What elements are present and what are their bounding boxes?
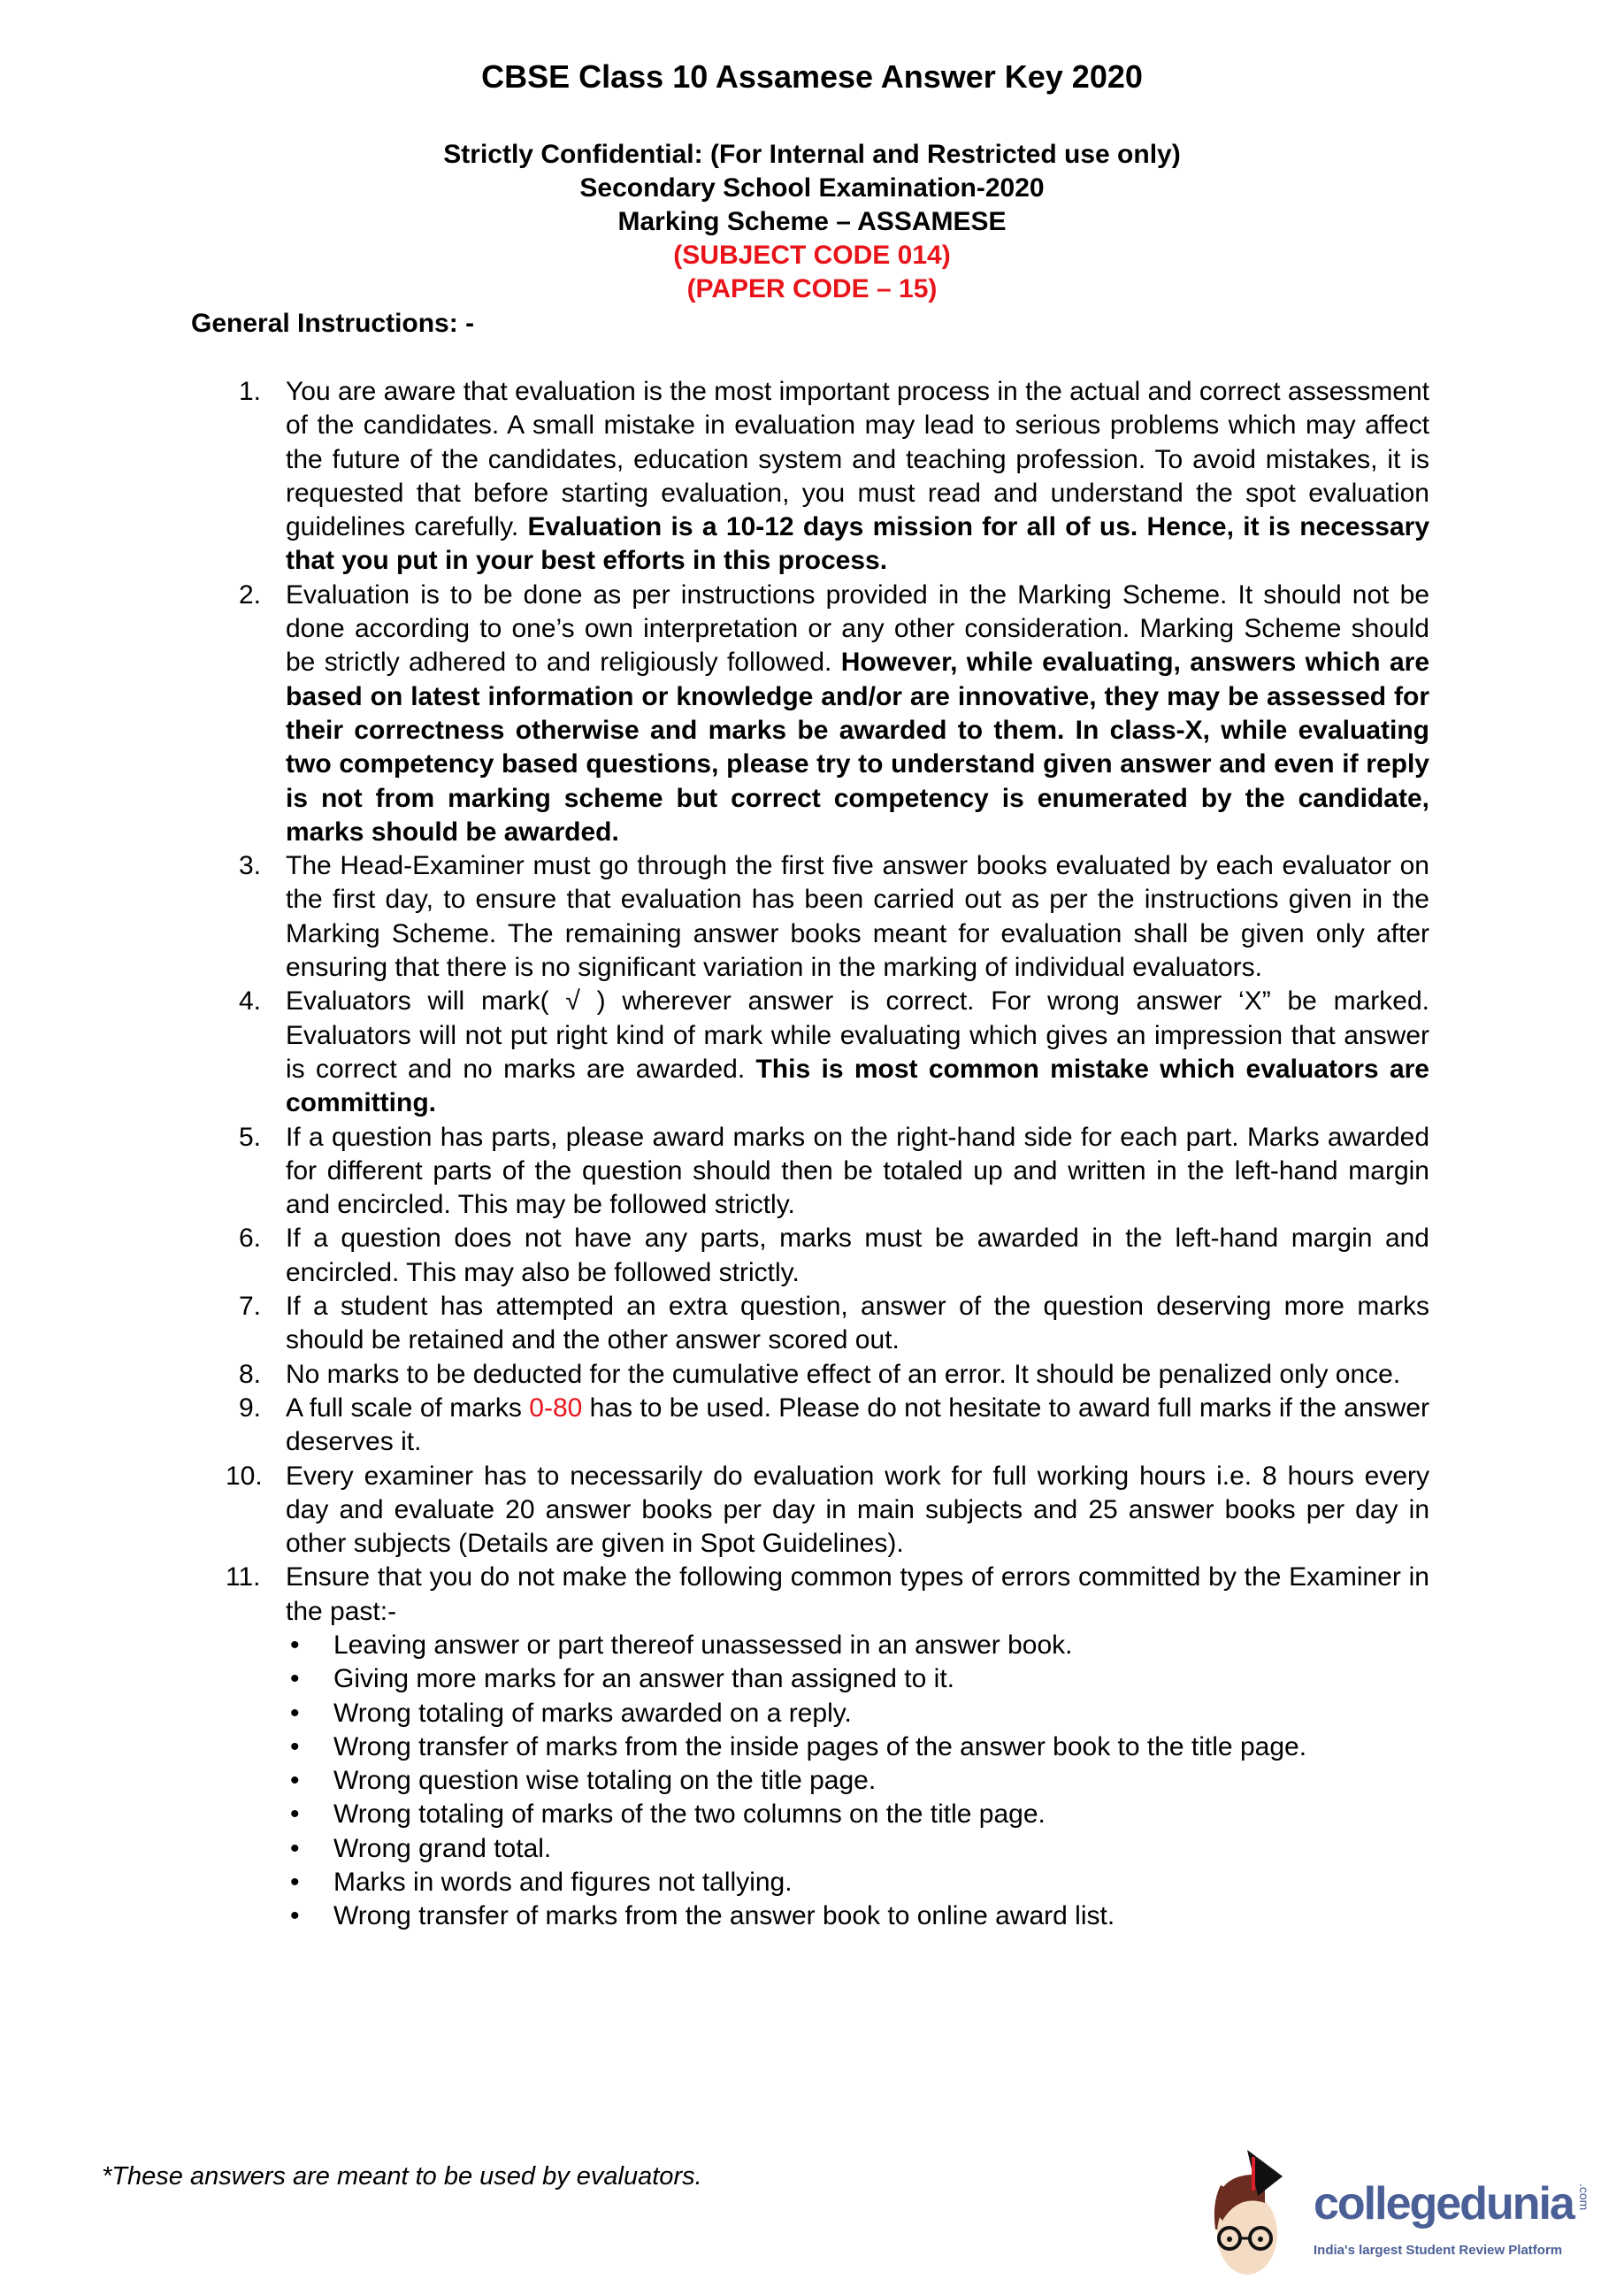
highlighted-text: 0-80: [529, 1393, 583, 1423]
list-item: [239, 1798, 1429, 1831]
item-text: If a student has attempted an extra question, answer of the question deserving more marks should be retained and the other answer scored out.: [286, 1292, 1429, 1355]
list-item: [239, 1832, 1429, 1866]
item-number: 1.: [239, 377, 262, 406]
item-number: 7.: [239, 1292, 262, 1322]
item-number: 2.: [239, 579, 262, 610]
bullet-icon: •: [290, 1630, 300, 1660]
list-item: [239, 1662, 1429, 1696]
instruction-item: [226, 1561, 1429, 1629]
instruction-item: [239, 1290, 1429, 1358]
paper-code: (PAPER CODE – 15): [686, 274, 938, 303]
item-text: If a question has parts, please award marks on the right-hand side for each part. Marks awarded for different parts of the question should then be totaled up and written in the left-hand margin and encircled. This may be followed strictly.: [286, 1122, 1429, 1220]
item-text: Evaluators will mark( √ ) wherever answer is correct. For wrong answer ‘X” be marked. Evaluators will not put right kind of mark while evaluating which gives an impression that answer is correct and no marks are awarded.: [286, 986, 1429, 1084]
bullet-text: Wrong transfer of marks from the answer book to online award list.: [333, 1901, 1115, 1931]
confidential-line: Strictly Confidential: (For Internal and Restricted use only): [443, 140, 1181, 169]
page-title: CBSE Class 10 Assamese Answer Key 2020: [481, 58, 1143, 95]
instruction-item: [226, 1460, 1429, 1562]
bullet-icon: •: [290, 1766, 300, 1796]
exam-line: Secondary School Examination-2020: [579, 173, 1045, 203]
logo-wordmark: collegedunia: [1314, 2178, 1574, 2229]
bullet-text: Wrong totaling of marks awarded on a reply.: [333, 1698, 852, 1728]
item-text: has to be used. Please do not hesitate to award full marks if the answer deserves it.: [286, 1393, 1429, 1457]
bullet-text: Leaving answer or part thereof unassessed in an answer book.: [333, 1630, 1073, 1660]
bullet-text: Wrong grand total.: [333, 1833, 552, 1863]
bullet-text: Wrong transfer of marks from the inside pages of the answer book to the title page.: [333, 1731, 1307, 1761]
bullet-icon: •: [290, 1901, 300, 1931]
error-types-list: [239, 1629, 1429, 1934]
instruction-item: [239, 1121, 1429, 1223]
item-number: 4.: [239, 986, 262, 1017]
list-item: [239, 1899, 1429, 1933]
logo-wordmark-row: [1314, 2176, 1591, 2231]
bullet-text: Giving more marks for an answer than assigned to it.: [333, 1664, 954, 1694]
instruction-item: [239, 1392, 1429, 1460]
bullet-text: Marks in words and figures not tallying.: [333, 1868, 793, 1898]
item-text: Evaluation is to be done as per instructions provided in the Marking Scheme. It should not be done according to one’s own interpretation or any other consideration. Marking Scheme should be strictly adhered to and religiously followed.: [286, 579, 1429, 678]
logo-suffix: .com: [1576, 2183, 1591, 2211]
instruction-item: [239, 375, 1429, 579]
instruction-item: [239, 985, 1429, 1120]
bullet-icon: •: [290, 1799, 300, 1830]
list-item: [239, 1866, 1429, 1899]
list-item: [239, 1697, 1429, 1730]
item-text: Ensure that you do not make the following common types of errors committed by the Examiner in the past:-: [286, 1562, 1429, 1626]
bullet-icon: •: [290, 1664, 300, 1694]
item-number: 9.: [239, 1393, 262, 1423]
item-number: 3.: [239, 851, 262, 881]
subject-code: (SUBJECT CODE 014): [673, 241, 951, 270]
item-number: 8.: [239, 1359, 262, 1389]
logo-tagline: India's largest Student Review Platform: [1314, 2243, 1563, 2258]
instruction-item: [239, 1222, 1429, 1290]
item-text: A full scale of marks: [286, 1393, 530, 1423]
item-text: No marks to be deducted for the cumulative effect of an error. It should be penalized only once.: [286, 1359, 1401, 1389]
bullet-icon: •: [290, 1868, 300, 1898]
mascot-icon: [1203, 2150, 1309, 2279]
item-number: 6.: [239, 1224, 262, 1254]
bold-text: This is most common mistake which evaluators are committing.: [286, 1054, 1429, 1118]
bold-text: Evaluation is a 10-12 days mission for all of us. Hence, it is necessary that you put in your best efforts in this process.: [286, 512, 1429, 576]
page-footer: [0, 2150, 1624, 2279]
marking-scheme-line: Marking Scheme – ASSAMESE: [617, 207, 1007, 236]
item-number: 11.: [226, 1562, 261, 1592]
bullet-icon: •: [290, 1698, 300, 1728]
footer-note: *These answers are meant to be used by evaluators.: [102, 2162, 702, 2191]
bold-text: However, while evaluating, answers which are based on latest information or knowledge and/or are innovative, they may be assessed for their correctness otherwise and marks be awarded to them. In class-X, while evaluating two competency based questions, please try to understand given answer and even if reply is not from marking scheme but correct competency is enumerated by the candidate, marks should be awarded.: [286, 648, 1429, 847]
bullet-text: Wrong question wise totaling on the title page.: [333, 1766, 877, 1796]
collegedunia-logo: [1203, 2150, 1619, 2279]
instruction-item: [239, 1358, 1429, 1392]
instruction-item: [239, 579, 1429, 849]
instruction-item: [239, 849, 1429, 985]
item-number: 5.: [239, 1122, 262, 1152]
item-text: Every examiner has to necessarily do evaluation work for full working hours i.e. 8 hours every day and evaluate 20 answer books per day in main subjects and 25 answer books per day in other subjects (Details are given in Spot Guidelines).: [286, 1461, 1429, 1559]
bullet-icon: •: [290, 1731, 300, 1761]
list-item: [239, 1730, 1429, 1764]
item-number: 10.: [226, 1461, 263, 1491]
item-text: The Head-Examiner must go through the first five answer books evaluated by each evaluator on the first day, to ensure that evaluation has been carried out as per the instructions given in the Marking Scheme. The remaining answer books meant for evaluation shall be given only after ensuring that there is no significant variation in the marking of individual evaluators.: [286, 851, 1429, 983]
bullet-icon: •: [290, 1833, 300, 1863]
item-text: If a question does not have any parts, marks must be awarded in the left-hand margin and encircled. This may also be followed strictly.: [286, 1224, 1429, 1287]
document-body: [0, 375, 1624, 2279]
general-instructions-heading: General Instructions: -: [191, 309, 475, 338]
list-item: [239, 1764, 1429, 1798]
bullet-text: Wrong totaling of marks of the two columns on the title page.: [333, 1799, 1046, 1830]
instructions-list: [226, 375, 1429, 1934]
item-text: You are aware that evaluation is the most important process in the actual and correct assessment of the candidates. A small mistake in evaluation may lead to serious problems which may affect the future of the candidates, education system and teaching profession. To avoid mistakes, it is requested that before starting evaluation, you must read and understand the spot evaluation guidelines carefully.: [286, 377, 1429, 542]
document-header: [0, 138, 1624, 306]
list-item: [239, 1629, 1429, 1662]
